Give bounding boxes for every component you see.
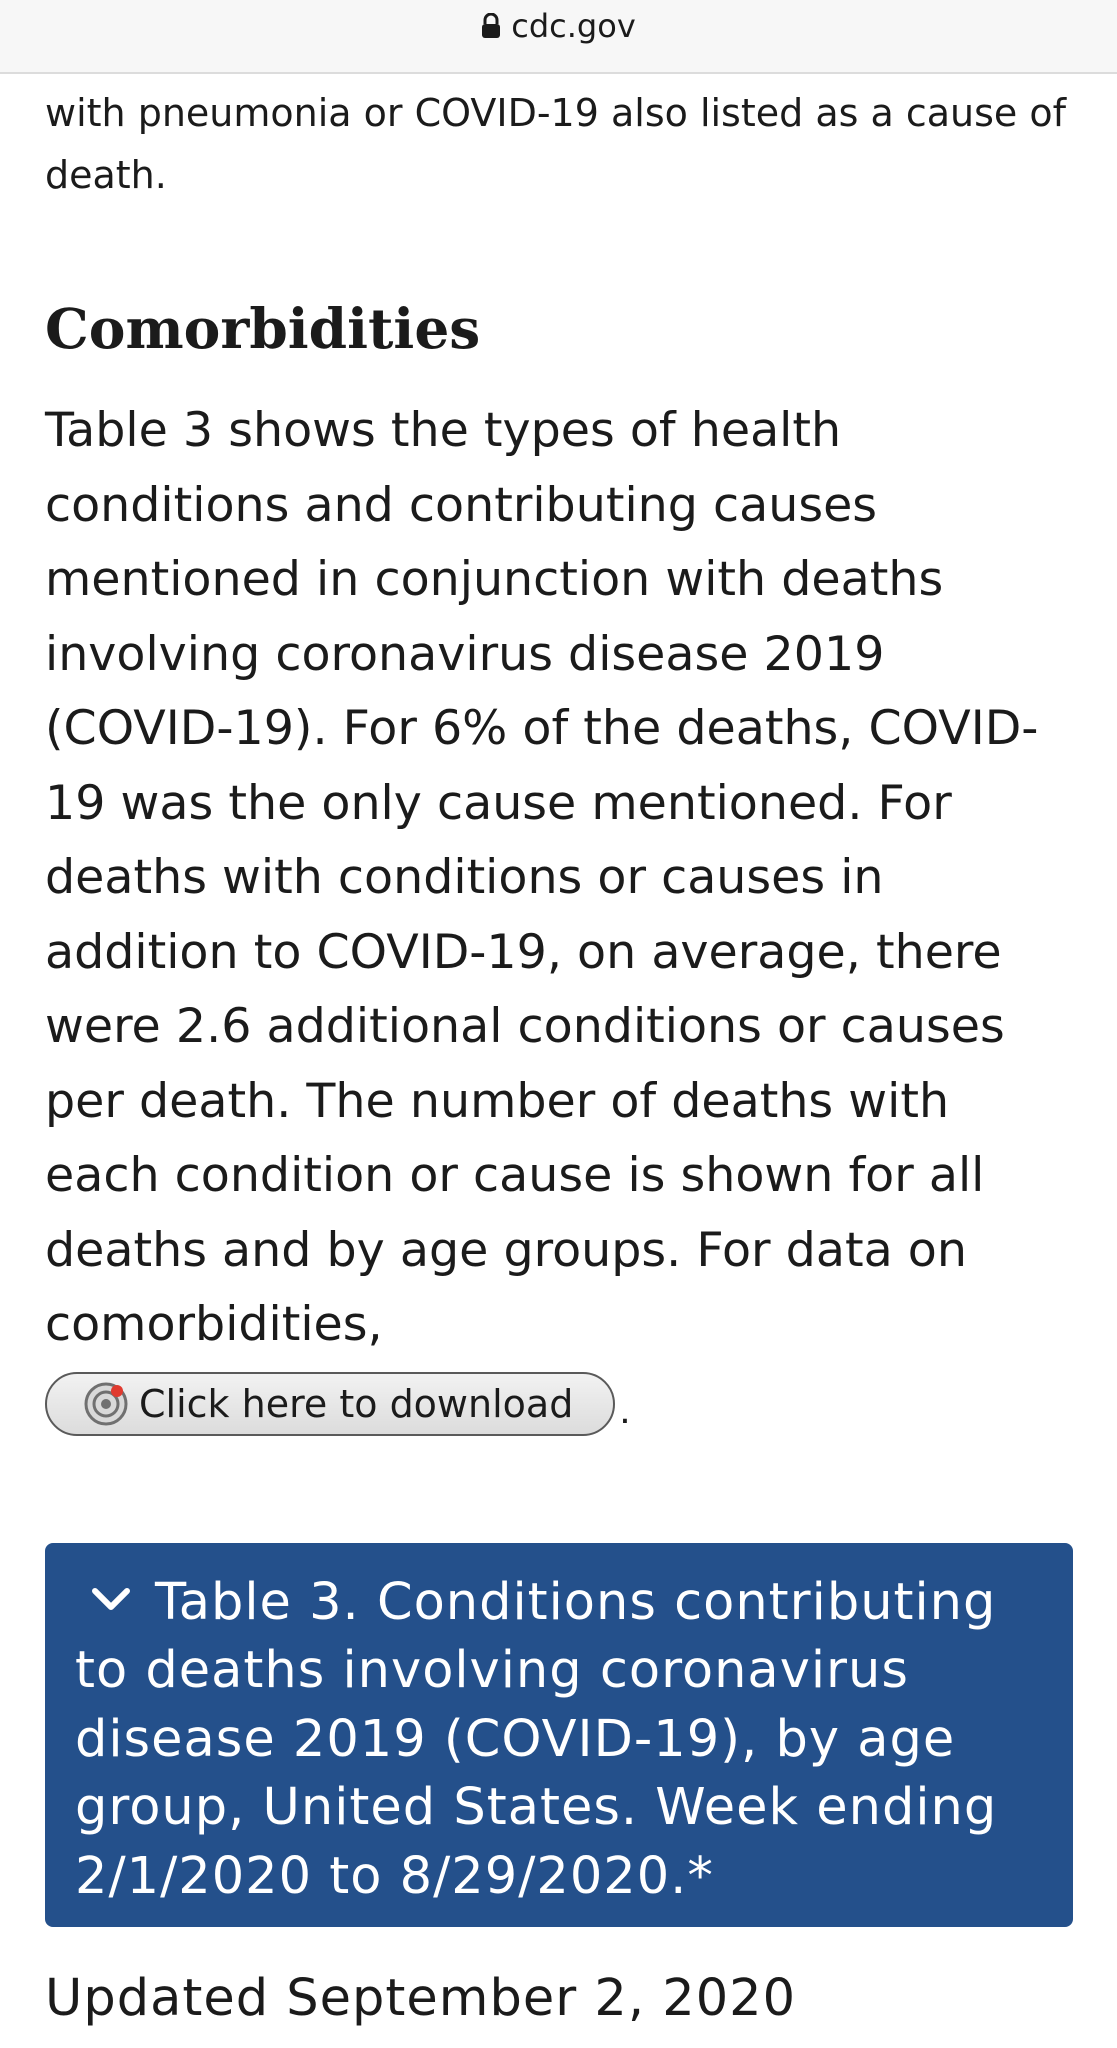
article-content: [45, 72, 1075, 2029]
accordion-title-line[interactable]: [75, 1563, 1043, 1912]
section-heading: Comorbidities: [45, 296, 481, 361]
accordion-title: Table 3. Conditions contributing to deaths involving coronavirus disease 2019 (COVID-19), by age group, United States. Week ending 2/1/2020 to 8/29/2020.*: [75, 1572, 998, 1906]
url-text: cdc.gov: [511, 7, 636, 45]
download-line: [45, 1369, 1075, 1439]
download-suffix: .: [619, 1388, 631, 1432]
lock-icon: [481, 13, 501, 39]
intro-paragraph: with pneumonia or COVID-19 also listed as a cause of death.: [45, 91, 1067, 197]
address-bar[interactable]: [0, 0, 1117, 74]
download-icon: [83, 1381, 129, 1427]
download-label: Click here to download: [139, 1381, 574, 1426]
chevron-down-icon: [91, 1563, 131, 1632]
updated-date: Updated September 2, 2020: [45, 1969, 797, 2028]
comorbidities-paragraph: Table 3 shows the types of health conditions and contributing causes mentioned in conjunction with deaths involving coronavirus disease 2019 (COVID-19). For 6% of the deaths, COVID-19 was the only cause mentioned. For deaths with conditions or causes in addition to COVID-19, on average, there were 2.6 additional conditions or causes per death. The number of deaths with each condition or cause is shown for all deaths and by age groups. For data on comorbidities,: [45, 403, 1039, 1352]
download-button[interactable]: [45, 1372, 615, 1436]
url-display[interactable]: [481, 7, 636, 45]
table-3-accordion[interactable]: [45, 1543, 1073, 1928]
